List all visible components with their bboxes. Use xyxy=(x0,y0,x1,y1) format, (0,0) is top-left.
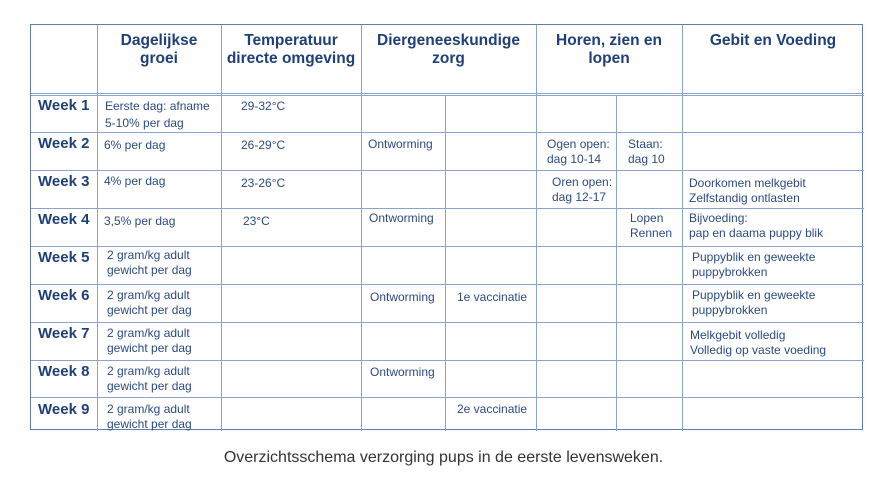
feeding-cell: Melkgebit volledig Volledig op vaste voeding xyxy=(690,328,827,357)
week-label: Week 4 xyxy=(38,211,90,228)
row-divider xyxy=(31,397,864,398)
col-divider xyxy=(616,95,617,431)
growth-cell: 2 gram/kg adult gewicht per dag xyxy=(107,288,192,317)
temperature-cell: 23°C xyxy=(243,214,270,228)
row-divider xyxy=(31,360,864,361)
row-divider xyxy=(31,322,864,323)
col-divider xyxy=(361,25,362,431)
feeding-cell: Bijvoeding: pap en daama puppy blik xyxy=(689,211,824,240)
week-label: Week 8 xyxy=(38,363,90,380)
senses-cell: Staan: dag 10 xyxy=(628,137,665,166)
header-vet-care: Diergeneeskundige zorg xyxy=(377,32,520,67)
growth-cell: 6% per dag xyxy=(104,138,166,152)
senses-cell: Lopen Rennen xyxy=(630,211,673,240)
temperature-cell: 26-29°C xyxy=(241,138,286,152)
row-divider xyxy=(31,246,864,247)
feeding-cell: Puppyblik en geweekte puppybrokken xyxy=(692,288,816,317)
care-schedule-table xyxy=(30,24,863,430)
growth-cell: 3,5% per dag xyxy=(104,214,176,228)
care-cell: 2e vaccinatie xyxy=(457,402,528,416)
col-divider xyxy=(682,25,683,431)
col-divider xyxy=(97,25,98,431)
row-divider xyxy=(31,170,864,171)
growth-cell: 2 gram/kg adult gewicht per dag xyxy=(107,402,192,431)
header-senses: Horen, zien en lopen xyxy=(556,32,662,67)
week-label: Week 2 xyxy=(38,135,90,152)
col-divider xyxy=(221,25,222,431)
header-temperature: Temperatuur directe omgeving xyxy=(226,32,356,67)
temperature-cell: 29-32°C xyxy=(241,99,286,113)
header-feeding: Gebit en Voeding xyxy=(709,32,837,49)
temperature-cell: 23-26°C xyxy=(241,176,286,190)
header-growth: Dagelijkse groei xyxy=(120,32,198,67)
row-divider xyxy=(31,95,864,96)
week-label: Week 9 xyxy=(38,401,90,418)
week-label: Week 6 xyxy=(38,287,90,304)
growth-cell: 4% per dag xyxy=(104,174,166,188)
senses-cell: Oren open: dag 12-17 xyxy=(552,175,613,204)
table-caption: Overzichtsschema verzorging pups in de eerste levensweken. xyxy=(223,449,664,466)
week-label: Week 7 xyxy=(38,325,90,342)
care-cell: 1e vaccinatie xyxy=(457,290,528,304)
week-label: Week 5 xyxy=(38,249,90,266)
row-divider xyxy=(31,132,864,133)
week-label: Week 1 xyxy=(38,97,90,114)
col-divider xyxy=(536,25,537,431)
row-divider xyxy=(31,208,864,209)
growth-cell: 2 gram/kg adult gewicht per dag xyxy=(107,248,192,277)
feeding-cell: Doorkomen melkgebit Zelfstandig ontlasten xyxy=(689,176,806,205)
care-cell: Ontworming xyxy=(370,365,435,379)
growth-cell: 2 gram/kg adult gewicht per dag xyxy=(107,326,192,355)
feeding-cell: Puppyblik en geweekte puppybrokken xyxy=(692,250,816,279)
row-divider xyxy=(31,284,864,285)
care-cell: Ontworming xyxy=(368,137,433,151)
growth-cell: 2 gram/kg adult gewicht per dag xyxy=(107,364,192,393)
week-label: Week 3 xyxy=(38,173,90,190)
growth-cell: Eerste dag: afname 5-10% per dag xyxy=(105,99,210,130)
col-divider xyxy=(445,95,446,431)
care-cell: Ontworming xyxy=(369,211,434,225)
senses-cell: Ogen open: dag 10-14 xyxy=(547,137,610,166)
care-cell: Ontworming xyxy=(370,290,435,304)
row-divider xyxy=(31,93,864,94)
